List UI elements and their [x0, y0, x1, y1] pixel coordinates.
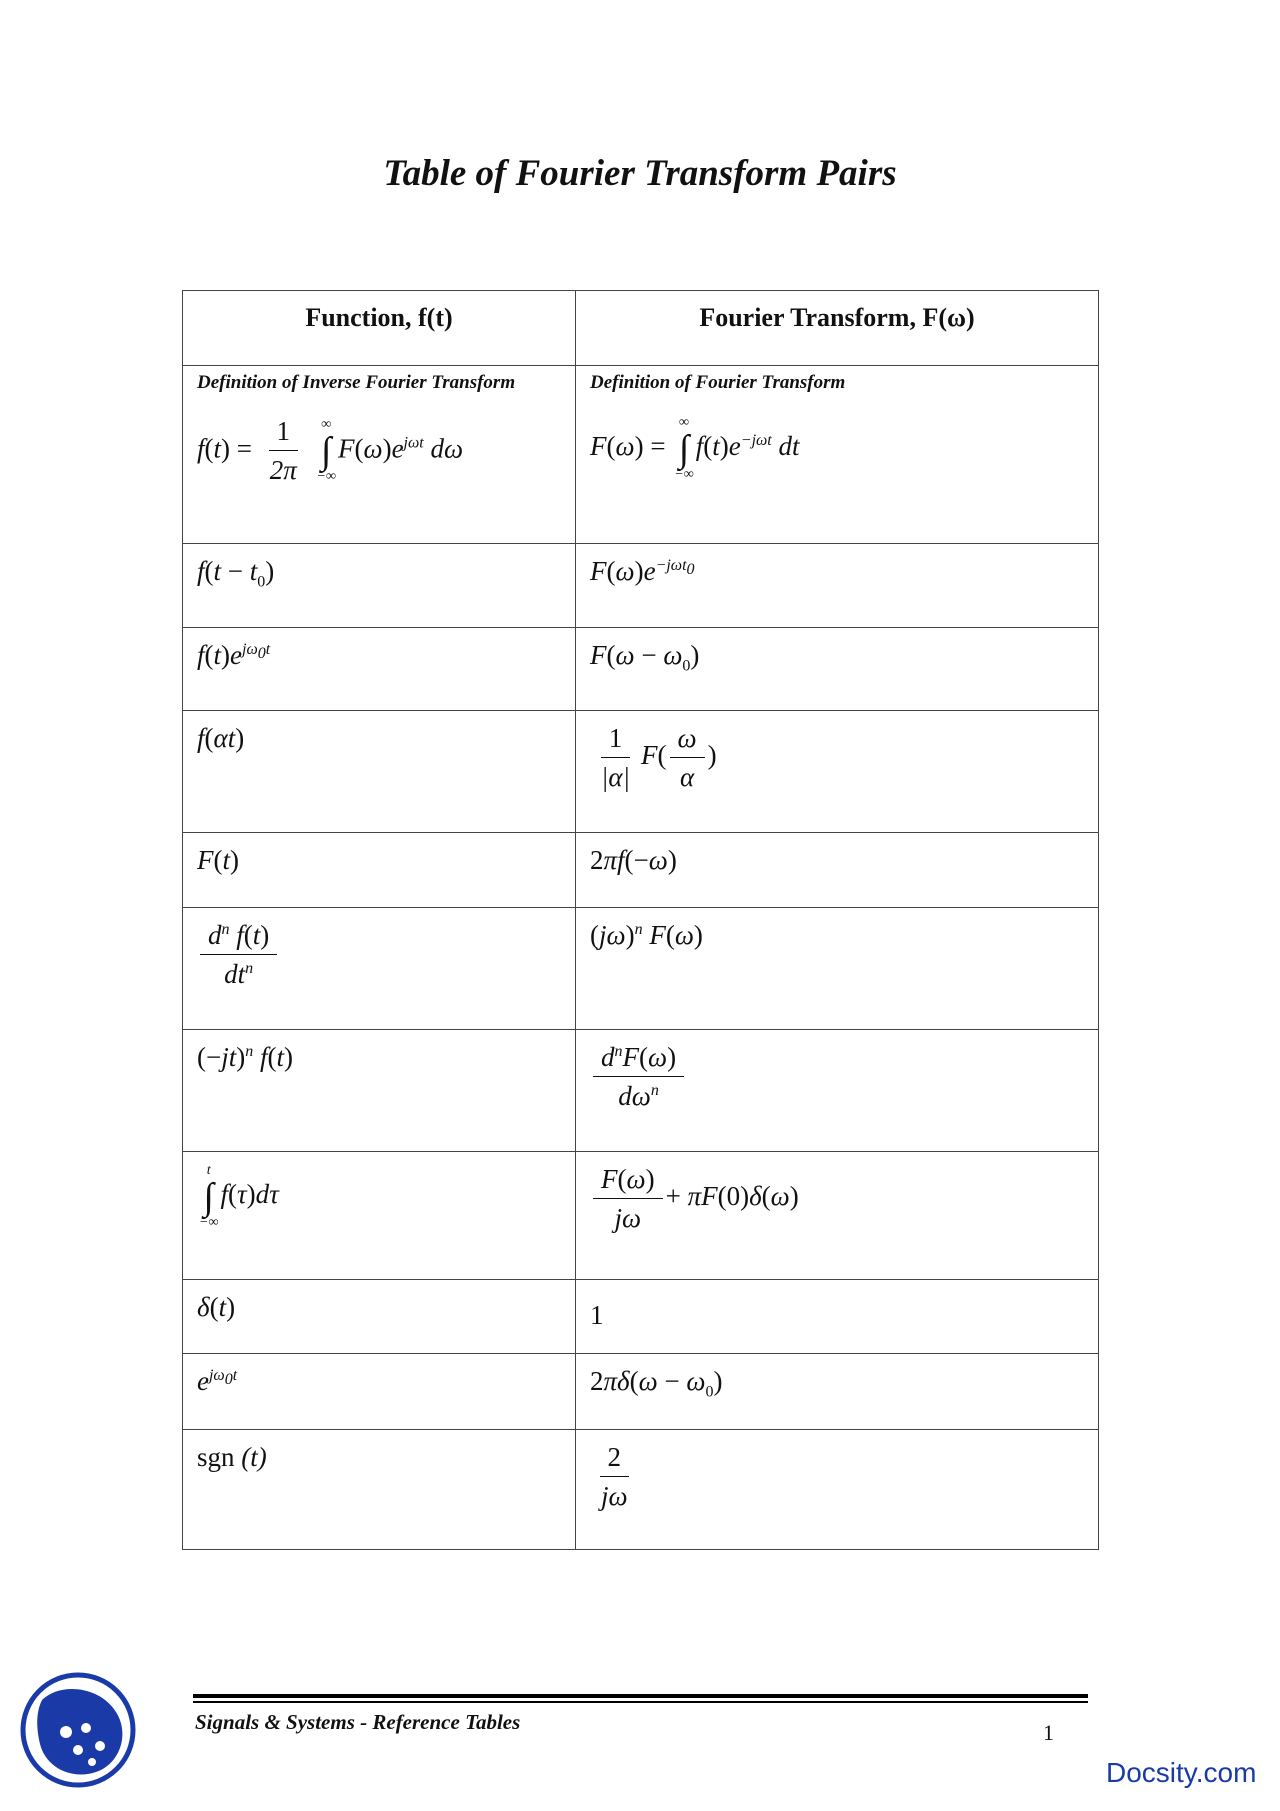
- cell-function: $e^{j\omega_0t}$: [183, 1354, 576, 1430]
- cell-function: t ∫ −∞ f(τ)dτ: [183, 1152, 576, 1280]
- cell-transform: 1: [576, 1280, 1099, 1354]
- cell-transform: $\frac{F(\omega)}{j\omega}$ + πF(0)δ(ω): [576, 1152, 1099, 1280]
- cell-function: δ(t): [183, 1280, 576, 1354]
- table-row: [183, 366, 1099, 544]
- table-row: [183, 1030, 1099, 1152]
- docsity-logo-icon: [20, 1672, 136, 1788]
- cell-transform: 2πf(−ω): [576, 833, 1099, 908]
- cell-transform: [576, 366, 1099, 544]
- table-row: [183, 1354, 1099, 1430]
- definition-inverse-label: Definition of Inverse Fourier Transform: [197, 372, 516, 393]
- cell-function: $(-jt)^n$ f(t): [183, 1030, 576, 1152]
- page-number: 1: [1043, 1720, 1054, 1745]
- math-formula: f(t) = $\frac{1}{2\pi}$ ∞ ∫ −∞ $F(\omega)e^{j\omega t}$ dω: [197, 416, 464, 486]
- brand-link[interactable]: Docsity.com: [1106, 1757, 1257, 1788]
- table-row: [183, 1280, 1099, 1354]
- cell-function: $f(t - t_0)$: [183, 544, 576, 628]
- cell-transform: $F(\omega - \omega_0)$: [576, 628, 1099, 711]
- cell-function: sgn (t): [183, 1430, 576, 1550]
- definition-forward-label: Definition of Fourier Transform: [590, 372, 846, 393]
- cell-transform: $F(\omega)e^{-j\omega t_0}$: [576, 544, 1099, 628]
- table-row: [183, 1430, 1099, 1550]
- table-row: [183, 908, 1099, 1030]
- cell-function: $f(t)e^{j\omega_0t}$: [183, 628, 576, 711]
- table-row: [183, 1152, 1099, 1280]
- cell-transform: $\frac{2}{j\omega}$: [576, 1430, 1099, 1550]
- header-function: Function, f(t): [183, 291, 576, 366]
- fourier-table: [182, 290, 1099, 1550]
- footer-rule: [193, 1694, 1088, 1698]
- footer-rule: [193, 1701, 1088, 1703]
- cell-function: [183, 366, 576, 544]
- math-formula: F(ω) = ∞ ∫ −∞ $f(t)e^{-j\omega t}$ dt: [590, 415, 800, 482]
- cell-transform: $\frac{1}{|\alpha|}$ F( $\frac{\omega}{\alpha}$ ): [576, 711, 1099, 833]
- cell-transform: $2\pi\delta(\omega - \omega_0)$: [576, 1354, 1099, 1430]
- table-row: [183, 833, 1099, 908]
- table-row: [183, 628, 1099, 711]
- table-row: [183, 544, 1099, 628]
- header-transform: Fourier Transform, F(ω): [576, 291, 1099, 366]
- table-row: [183, 711, 1099, 833]
- page-title: Table of Fourier Transform Pairs: [383, 153, 897, 194]
- cell-transform: $(j\omega)^n$ F(ω): [576, 908, 1099, 1030]
- footer-title: Signals & Systems - Reference Tables: [195, 1710, 521, 1734]
- cell-function: F(t): [183, 833, 576, 908]
- cell-transform: $\frac{d^nF(\omega)}{d\omega^n}$: [576, 1030, 1099, 1152]
- cell-function: f(αt): [183, 711, 576, 833]
- cell-function: $\frac{d^n f(t)}{dt^n}$: [183, 908, 576, 1030]
